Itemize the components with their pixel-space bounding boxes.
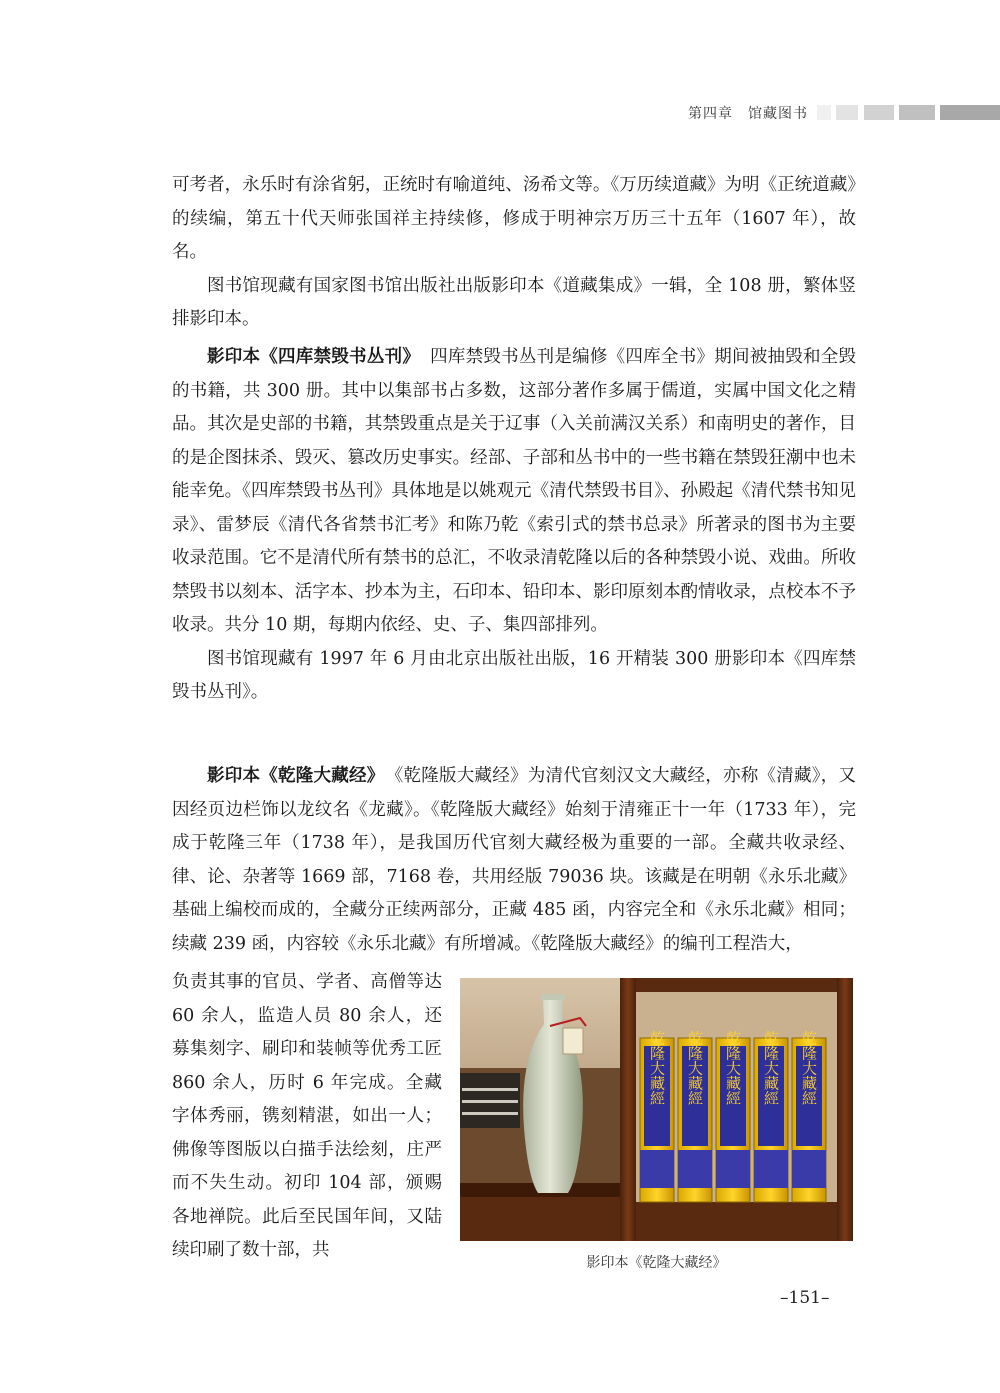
section-siku-title: 影印本《四库禁毁书丛刊》 (207, 347, 421, 367)
book-spine-2 (678, 1030, 712, 1202)
book-spine-3 (716, 1030, 750, 1202)
vase-tag (563, 1028, 583, 1054)
photo-qianlong-tripitaka (460, 978, 853, 1241)
section-siku-text: 四库禁毁书丛刊是编修《四库全书》期间被抽毁和全毁的书籍，共 300 册。其中以集部书占多数，这部分著作多属于儒道，实属中国文化之精品。其次是史部的书籍，其禁毁重点是关于辽事（入关前满汉关系）和南明史的著作，目的是企图抹杀、毁灭、篡改历史事实。经部、子部和丛书中的一些书籍在禁毁狂潮中也未能幸免。《四库禁毁书丛刊》具体地是以姚观元《清代禁毁书目》、孙殿起《清代禁书知见录》、雷梦辰《清代各省禁书汇考》和陈乃乾《索引式的禁书总录》所著录的图书为主要收录范围。它不是清代所有禁书的总汇，不收录清乾隆以后的各种禁毁小说、戏曲。所收禁毁书以刻本、活字本、抄本为主，石印本、铅印本、影印原刻本酌情收录，点校本不予收录。共分 10 期，每期内依经、史、子、集四部排列。 (172, 347, 857, 635)
cabinet-frame-right (837, 978, 853, 1241)
book-spine-2-title: 乾隆大藏經 (686, 1030, 704, 1106)
book-spine-3-title: 乾隆大藏經 (724, 1030, 742, 1106)
header-bar-4 (899, 105, 935, 120)
intro-paragraph-1: 可考者，永乐时有涂省躬，正统时有喻道纯、汤希文等。《万历续道藏》为明《正统道藏》的续编，第五十代天师张国祥主持续修，修成于明神宗万历三十五年（1607 年），故名。 (172, 175, 856, 262)
header-bar-3 (864, 105, 894, 120)
header-bar-5 (940, 105, 1000, 120)
section-qianlong-paragraph-1 (172, 760, 856, 961)
page-number: –151– (780, 1288, 830, 1308)
section-siku (172, 341, 856, 710)
running-header (0, 100, 1000, 126)
book-spine-4 (754, 1030, 788, 1202)
header-bar-1 (817, 105, 831, 120)
section-qianlong (172, 760, 856, 961)
book-spine-4-title: 乾隆大藏經 (762, 1030, 780, 1106)
book-spine-5-title: 乾隆大藏經 (800, 1030, 818, 1106)
intro-block (172, 169, 856, 337)
book-spine-1 (640, 1030, 674, 1202)
photo-caption: 影印本《乾隆大藏经》 (586, 1255, 727, 1271)
section-siku-paragraph-2: 图书馆现藏有 1997 年 6 月由北京出版社出版，16 开精装 300 册影印本《四库禁毁书丛刊》。 (172, 648, 856, 702)
section-qianlong-title: 影印本《乾隆大藏经》 (207, 766, 385, 786)
chapter-title: 第四章 馆藏图书 (688, 106, 808, 122)
section-qianlong-text: 《乾隆版大藏经》为清代官刻汉文大藏经，亦称《清藏》，又因经页边栏饰以龙纹名《龙藏》。《乾隆版大藏经》始刻于清雍正十一年（1733 年），完成于乾隆三年（1738 年），是我国历代官刻大藏经极为重要的一部。全藏共收录经、律、论、杂著等 1669 部，7168 卷，共用经版 79036 块。该藏是在明朝《永乐北藏》基础上编校而成的，全藏分正续两部分，正藏 485 函，内容完全和《永乐北藏》相同；续藏 239 函，内容较《永乐北藏》有所增减。《乾隆版大藏经》的编刊工程浩大， (172, 766, 856, 954)
cabinet-frame-left (620, 978, 636, 1241)
book-spines (640, 1030, 826, 1202)
book-spine-5 (792, 1030, 826, 1202)
cabinet-frame-top (636, 978, 853, 992)
header-bar-2 (836, 105, 858, 120)
section-qianlong-continuation: 负责其事的官员、学者、高僧等达 60 余人，监造人员 80 余人，还募集刻字、刷印和装帧等优秀工匠 860 余人，历时 6 年完成。全藏字体秀丽，镌刻精湛，如出一人；佛像等图版以白描手法绘刻，庄严而不失生动。初印 104 部，颁赐各地禅院。此后至民国年间，又陆续印刷了数十部，共 (172, 972, 442, 1260)
intro-paragraph-2: 图书馆现藏有国家图书馆出版社出版影印本《道藏集成》一辑，全 108 册，繁体竖排影印本。 (172, 275, 856, 329)
section-qianlong-wrap (172, 966, 442, 1268)
photo-illustration (460, 978, 853, 1241)
book-spine-1-title: 乾隆大藏經 (648, 1030, 666, 1106)
section-siku-paragraph-1 (172, 341, 856, 643)
